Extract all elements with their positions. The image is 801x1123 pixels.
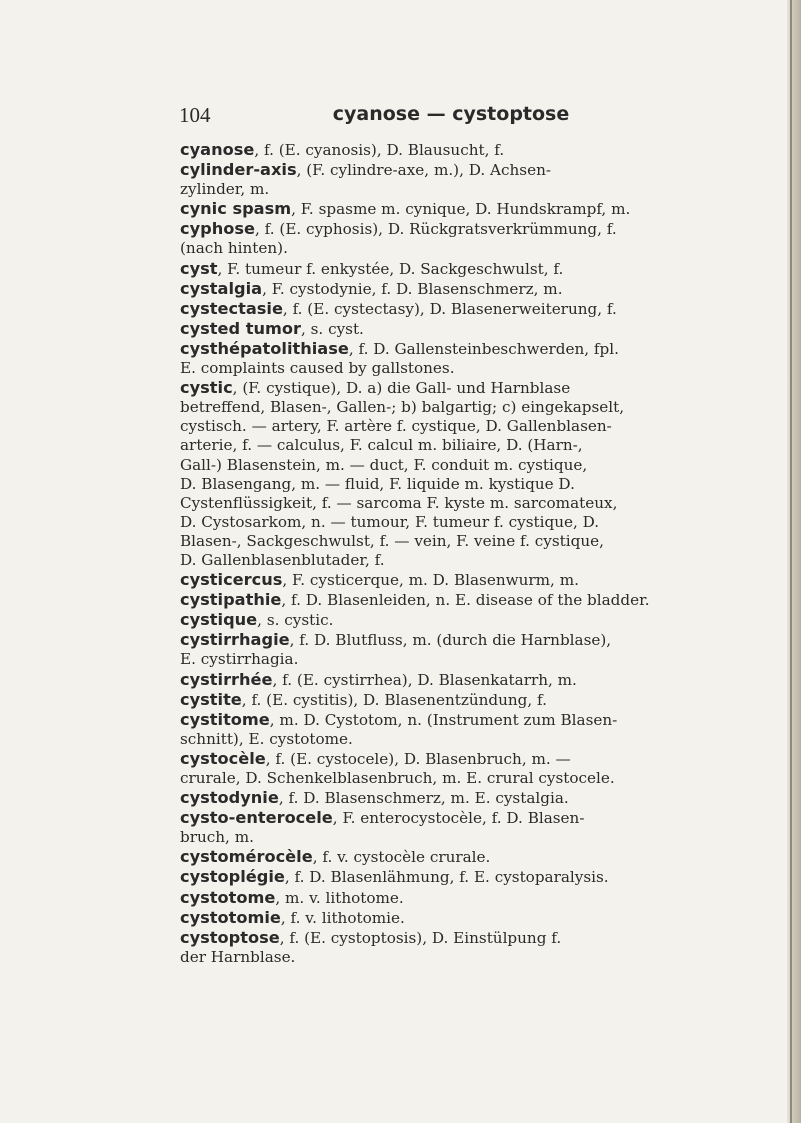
dictionary-entries	[180, 140, 654, 967]
headword: cysto-enterocele	[180, 808, 333, 828]
page-header	[179, 103, 649, 127]
entry-continuation-line: bruch, m.	[180, 828, 254, 847]
entry-continuation-line: (nach hinten).	[180, 239, 288, 258]
entry-first-line: cystite, f. (E. cystitis), D. Blasenentzündung, f.	[180, 689, 547, 709]
dictionary-entry	[180, 610, 654, 630]
headword: cystique	[180, 610, 258, 630]
entry-first-line: cystodynie, f. D. Blasenschmerz, m. E. cystalgia.	[180, 788, 569, 808]
entry-continuation-line: D. Blasengang, m. — fluid, F. liquide m. kystique D.	[180, 474, 575, 493]
dictionary-entry	[180, 299, 654, 319]
dictionary-entry	[180, 160, 654, 199]
entry-continuation-line: D. Gallenblasenblutader, f.	[180, 550, 385, 569]
dictionary-entry	[180, 339, 654, 378]
headword: cystirrhée	[180, 669, 273, 689]
headword: cystitome	[180, 709, 270, 729]
headword: cystodynie	[180, 788, 279, 808]
dictionary-entry	[180, 749, 654, 788]
dictionary-entry	[180, 630, 654, 669]
headword: cyst	[180, 258, 218, 278]
page-edge-line	[790, 0, 792, 1123]
entry-first-line: cystoplégie, f. D. Blasenlähmung, f. E. cystoparalysis.	[180, 867, 609, 887]
entry-continuation-line: zylinder, m.	[180, 180, 270, 199]
dictionary-entry	[180, 808, 654, 847]
entry-first-line: cynic spasm, F. spasme m. cynique, D. Hundskrampf, m.	[180, 199, 631, 219]
headword: cysticercus	[180, 570, 283, 590]
entry-continuation-line: crurale, D. Schenkelblasenbruch, m. E. crural cystocele.	[180, 769, 615, 787]
dictionary-entry	[180, 847, 654, 867]
headword: cylinder-axis	[180, 160, 297, 180]
page-number: 104	[179, 103, 211, 127]
headword: cysthépatolithiase	[180, 338, 349, 358]
entry-continuation-line: schnitt), E. cystotome.	[180, 729, 353, 748]
dictionary-entry	[180, 867, 654, 887]
entry-first-line: cystique, s. cystic.	[180, 610, 334, 630]
entry-first-line: cysto-enterocele, F. enterocystocèle, f. D. Blasen-	[180, 808, 585, 828]
entry-continuation-line: E. cystirrhagia.	[180, 650, 299, 669]
entry-first-line: cystalgia, F. cystodynie, f. D. Blasenschmerz, m.	[180, 278, 563, 298]
entry-continuation-line: D. Cystosarkom, n. — tumour, F. tumeur f. cystique, D.	[180, 512, 600, 531]
entry-first-line: cyst, F. tumeur f. enkystée, D. Sackgeschwulst, f.	[180, 258, 564, 278]
entry-first-line: cystotome, m. v. lithotome.	[180, 887, 404, 907]
entry-continuation-line: E. complaints caused by gallstones.	[180, 359, 455, 378]
entry-first-line: cyanose, f. (E. cyanosis), D. Blausucht, f.	[180, 140, 505, 159]
headword: cystectasie	[180, 298, 283, 318]
dictionary-entry	[180, 279, 654, 299]
headword: cystipathie	[180, 590, 282, 610]
dictionary-entry	[180, 570, 654, 590]
entry-first-line: cystotomie, f. v. lithotomie.	[180, 907, 405, 927]
entry-first-line: cystitome, m. D. Cystotom, n. (Instrument zum Blasen-	[180, 709, 618, 729]
headword: cystic	[180, 378, 233, 398]
entry-continuation-line: Cystenflüssigkeit, f. — sarcoma F. kyste m. sarcomateux,	[180, 493, 618, 512]
headword: cystomérocèle	[180, 847, 313, 867]
headword: cystite	[180, 689, 242, 709]
dictionary-entry	[180, 378, 654, 570]
headword: cystoplégie	[180, 867, 285, 887]
dictionary-entry	[180, 888, 654, 908]
headword: cystoptose	[180, 927, 280, 947]
dictionary-entry	[180, 710, 654, 749]
entry-first-line: cystic, (F. cystique), D. a) die Gall- und Harnblase	[180, 378, 571, 398]
headword: cystocèle	[180, 748, 266, 768]
headword: cynic spasm	[180, 199, 292, 219]
entry-first-line: cystirrhagie, f. D. Blutfluss, m. (durch die Harnblase),	[180, 630, 612, 650]
dictionary-entry	[180, 690, 654, 710]
dictionary-entry	[180, 928, 654, 967]
headword: cystotome	[180, 887, 276, 907]
dictionary-entry	[180, 199, 654, 219]
entry-first-line: cystectasie, f. (E. cystectasy), D. Blasenerweiterung, f.	[180, 298, 617, 318]
entry-first-line: cysted tumor, s. cyst.	[180, 318, 364, 338]
headword: cystotomie	[180, 907, 281, 927]
dictionary-entry	[180, 259, 654, 279]
headword: cystalgia	[180, 278, 263, 298]
entry-first-line: cylinder-axis, (F. cylindre-axe, m.), D. Achsen-	[180, 160, 551, 180]
running-head: cyanose — cystoptose	[332, 103, 570, 125]
headword: cyphose	[180, 219, 255, 239]
entry-continuation-line: betreffend, Blasen-, Gallen-; b) balgartig; c) eingekapselt,	[180, 398, 625, 417]
headword: cysted tumor	[180, 318, 301, 338]
entry-continuation-line: Gall-) Blasenstein, m. — duct, F. conduit m. cystique,	[180, 455, 588, 474]
entry-first-line: cystirrhée, f. (E. cystirrhea), D. Blasenkatarrh, m.	[180, 669, 577, 689]
entry-continuation-line: der Harnblase.	[180, 947, 296, 966]
entry-first-line: cystoptose, f. (E. cystoptosis), D. Einstülpung f.	[180, 927, 562, 947]
dictionary-entry	[180, 788, 654, 808]
entry-first-line: cystipathie, f. D. Blasenleiden, n. E. disease of the bladder.	[180, 590, 650, 610]
dictionary-entry	[180, 908, 654, 928]
dictionary-entry	[180, 319, 654, 339]
dictionary-entry	[180, 140, 654, 160]
entry-continuation-line: Blasen-, Sackgeschwulst, f. — vein, F. veine f. cystique,	[180, 531, 604, 550]
entry-first-line: cystocèle, f. (E. cystocele), D. Blasenbruch, m. —	[180, 748, 571, 768]
headword: cystirrhagie	[180, 630, 290, 650]
entry-first-line: cysthépatolithiase, f. D. Gallensteinbeschwerden, fpl.	[180, 338, 619, 358]
dictionary-entry	[180, 219, 654, 258]
entry-first-line: cystomérocèle, f. v. cystocèle crurale.	[180, 847, 491, 867]
headword: cyanose	[180, 140, 255, 159]
entry-continuation-line: arterie, f. — calculus, F. calcul m. biliaire, D. (Harn-,	[180, 436, 583, 455]
dictionary-entry	[180, 590, 654, 610]
entry-first-line: cysticercus, F. cysticerque, m. D. Blasenwurm, m.	[180, 570, 579, 590]
entry-continuation-line: cystisch. — artery, F. artère f. cystique, D. Gallenblasen-	[180, 417, 612, 436]
dictionary-entry	[180, 670, 654, 690]
entry-first-line: cyphose, f. (E. cyphosis), D. Rückgratsverkrümmung, f.	[180, 219, 617, 239]
